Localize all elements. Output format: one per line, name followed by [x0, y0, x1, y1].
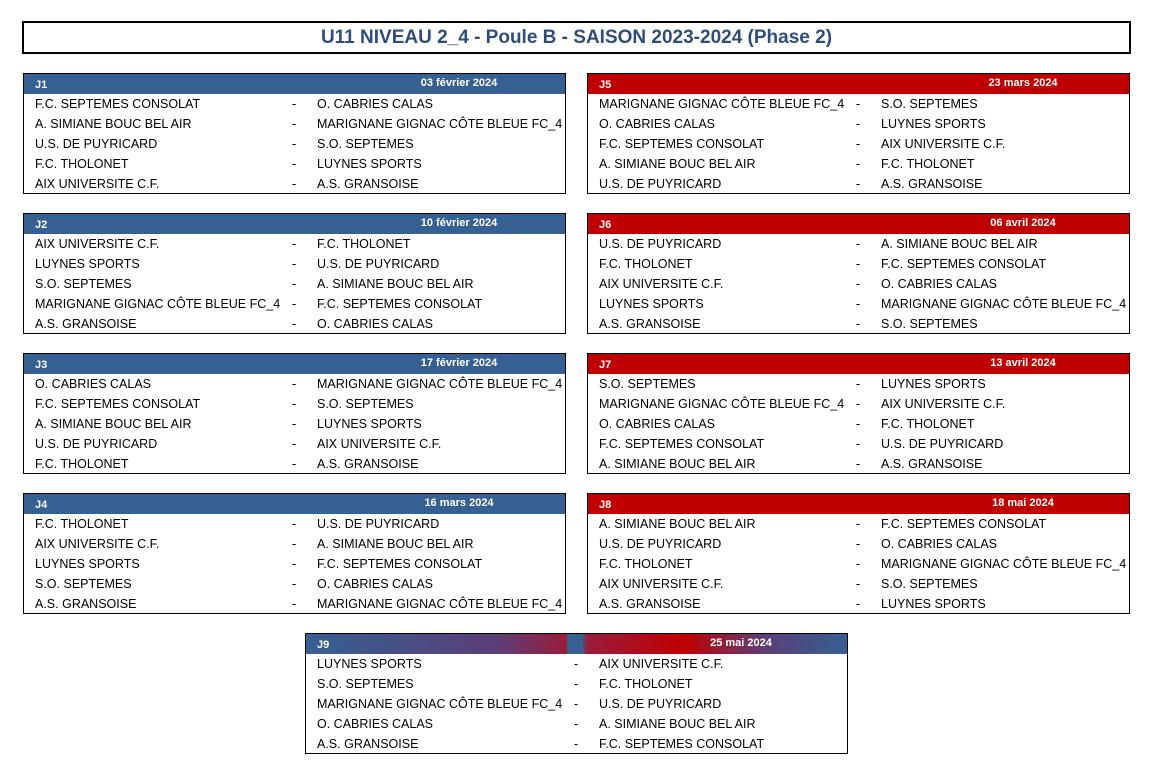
match-separator: -	[292, 297, 297, 311]
match-separator: -	[856, 437, 861, 451]
match-separator: -	[292, 417, 297, 431]
match-row	[588, 134, 1129, 154]
home-team: AIX UNIVERSITE C.F.	[35, 237, 160, 251]
home-team: MARIGNANE GIGNAC CÔTE BLEUE FC_4	[599, 97, 845, 111]
home-team: U.S. DE PUYRICARD	[599, 177, 722, 191]
round-j7	[587, 353, 1130, 474]
away-team: S.O. SEPTEMES	[881, 97, 978, 111]
home-team: A.S. GRANSOISE	[35, 317, 137, 331]
home-team: A. SIMIANE BOUC BEL AIR	[35, 117, 192, 131]
round-j9	[305, 633, 848, 754]
home-team: A.S. GRANSOISE	[599, 597, 701, 611]
home-team: U.S. DE PUYRICARD	[35, 437, 158, 451]
match-separator: -	[292, 237, 297, 251]
home-team: O. CABRIES CALAS	[599, 117, 716, 131]
match-row	[24, 94, 565, 114]
round-label: J7	[599, 359, 612, 371]
match-separator: -	[292, 437, 297, 451]
away-team: O. CABRIES CALAS	[881, 277, 998, 291]
home-team: F.C. THOLONET	[599, 557, 693, 571]
round-j4	[23, 493, 566, 614]
home-team: A.S. GRANSOISE	[317, 737, 419, 751]
match-separator: -	[292, 397, 297, 411]
match-separator: -	[856, 117, 861, 131]
match-separator: -	[574, 697, 579, 711]
match-row	[24, 154, 565, 174]
away-team: S.O. SEPTEMES	[881, 317, 978, 331]
match-row	[588, 434, 1129, 454]
away-team: LUYNES SPORTS	[881, 117, 986, 131]
match-separator: -	[856, 177, 861, 191]
away-team: AIX UNIVERSITE C.F.	[881, 137, 1006, 151]
match-row	[24, 314, 565, 334]
away-team: U.S. DE PUYRICARD	[317, 517, 440, 531]
match-row	[24, 274, 565, 294]
round-header	[588, 494, 1129, 514]
match-row	[588, 254, 1129, 274]
home-team: A. SIMIANE BOUC BEL AIR	[599, 517, 756, 531]
round-header	[24, 214, 565, 234]
away-team: AIX UNIVERSITE C.F.	[599, 657, 724, 671]
away-team: F.C. SEPTEMES CONSOLAT	[599, 737, 765, 751]
away-team: F.C. THOLONET	[599, 677, 693, 691]
round-j3	[23, 353, 566, 474]
home-team: O. CABRIES CALAS	[35, 377, 152, 391]
home-team: A. SIMIANE BOUC BEL AIR	[599, 457, 756, 471]
match-separator: -	[292, 277, 297, 291]
away-team: O. CABRIES CALAS	[317, 577, 434, 591]
away-team: S.O. SEPTEMES	[317, 397, 414, 411]
away-team: A.S. GRANSOISE	[317, 457, 419, 471]
home-team: U.S. DE PUYRICARD	[599, 537, 722, 551]
match-row	[588, 414, 1129, 434]
match-separator: -	[292, 157, 297, 171]
home-team: LUYNES SPORTS	[599, 297, 704, 311]
match-row	[24, 434, 565, 454]
home-team: A.S. GRANSOISE	[35, 597, 137, 611]
round-date: 06 avril 2024	[990, 217, 1056, 229]
match-row	[24, 114, 565, 134]
away-team: O. CABRIES CALAS	[317, 97, 434, 111]
round-j8	[587, 493, 1130, 614]
away-team: A.S. GRANSOISE	[881, 457, 983, 471]
home-team: A. SIMIANE BOUC BEL AIR	[599, 157, 756, 171]
match-row	[588, 94, 1129, 114]
home-team: S.O. SEPTEMES	[35, 277, 132, 291]
match-row	[24, 294, 565, 314]
match-separator: -	[292, 577, 297, 591]
round-header	[24, 494, 565, 514]
match-row	[306, 734, 847, 754]
home-team: MARIGNANE GIGNAC CÔTE BLEUE FC_4	[35, 297, 281, 311]
match-separator: -	[292, 597, 297, 611]
match-separator: -	[574, 717, 579, 731]
match-separator: -	[856, 517, 861, 531]
home-team: F.C. SEPTEMES CONSOLAT	[599, 437, 765, 451]
away-team: U.S. DE PUYRICARD	[881, 437, 1004, 451]
match-separator: -	[856, 377, 861, 391]
away-team: MARIGNANE GIGNAC CÔTE BLEUE FC_4	[317, 377, 563, 391]
home-team: AIX UNIVERSITE C.F.	[599, 577, 724, 591]
match-separator: -	[292, 97, 297, 111]
match-separator: -	[292, 537, 297, 551]
home-team: AIX UNIVERSITE C.F.	[599, 277, 724, 291]
home-team: F.C. SEPTEMES CONSOLAT	[35, 397, 201, 411]
match-separator: -	[856, 137, 861, 151]
match-row	[24, 414, 565, 434]
match-separator: -	[856, 97, 861, 111]
round-header	[588, 354, 1129, 374]
match-row	[588, 174, 1129, 194]
round-date: 10 février 2024	[420, 217, 498, 229]
round-j6	[587, 213, 1130, 334]
away-team: A. SIMIANE BOUC BEL AIR	[317, 537, 474, 551]
round-date: 25 mai 2024	[710, 637, 772, 649]
round-label: J5	[599, 79, 612, 91]
away-team: S.O. SEPTEMES	[881, 577, 978, 591]
match-separator: -	[574, 677, 579, 691]
away-team: O. CABRIES CALAS	[317, 317, 434, 331]
away-team: AIX UNIVERSITE C.F.	[317, 437, 442, 451]
away-team: F.C. THOLONET	[881, 157, 975, 171]
away-team: A.S. GRANSOISE	[317, 177, 419, 191]
match-separator: -	[856, 297, 861, 311]
away-team: AIX UNIVERSITE C.F.	[881, 397, 1006, 411]
round-date: 18 mai 2024	[992, 497, 1054, 509]
match-separator: -	[856, 417, 861, 431]
away-team: MARIGNANE GIGNAC CÔTE BLEUE FC_4	[881, 557, 1127, 571]
away-team: A. SIMIANE BOUC BEL AIR	[599, 717, 756, 731]
round-date: 16 mars 2024	[424, 497, 494, 509]
home-team: S.O. SEPTEMES	[599, 377, 696, 391]
home-team: S.O. SEPTEMES	[35, 577, 132, 591]
round-header	[24, 354, 565, 374]
round-label: J9	[317, 639, 330, 651]
match-row	[588, 454, 1129, 474]
away-team: MARIGNANE GIGNAC CÔTE BLEUE FC_4	[317, 597, 563, 611]
match-separator: -	[292, 317, 297, 331]
match-row	[588, 234, 1129, 254]
match-row	[588, 574, 1129, 594]
away-team: F.C. SEPTEMES CONSOLAT	[317, 557, 483, 571]
match-row	[588, 374, 1129, 394]
away-team: A. SIMIANE BOUC BEL AIR	[317, 277, 474, 291]
home-team: S.O. SEPTEMES	[317, 677, 414, 691]
match-row	[306, 694, 847, 714]
round-j1	[23, 73, 566, 194]
match-row	[588, 514, 1129, 534]
match-separator: -	[574, 737, 579, 751]
away-team: F.C. SEPTEMES CONSOLAT	[317, 297, 483, 311]
away-team: LUYNES SPORTS	[317, 157, 422, 171]
match-row	[588, 154, 1129, 174]
round-header	[306, 634, 847, 654]
home-team: MARIGNANE GIGNAC CÔTE BLEUE FC_4	[599, 397, 845, 411]
match-row	[588, 554, 1129, 574]
match-row	[24, 514, 565, 534]
match-separator: -	[856, 277, 861, 291]
match-separator: -	[292, 257, 297, 271]
away-team: LUYNES SPORTS	[881, 597, 986, 611]
home-team: F.C. SEPTEMES CONSOLAT	[599, 137, 765, 151]
match-separator: -	[856, 577, 861, 591]
away-team: F.C. SEPTEMES CONSOLAT	[881, 517, 1047, 531]
match-separator: -	[856, 237, 861, 251]
round-date: 23 mars 2024	[988, 77, 1058, 89]
page-title: U11 NIVEAU 2_4 - Poule B - SAISON 2023-2024 (Phase 2)	[22, 21, 1131, 54]
match-separator: -	[574, 657, 579, 671]
round-date: 13 avril 2024	[990, 357, 1056, 369]
away-team: O. CABRIES CALAS	[881, 537, 998, 551]
match-row	[588, 534, 1129, 554]
match-separator: -	[292, 117, 297, 131]
match-separator: -	[856, 597, 861, 611]
round-label: J2	[35, 219, 48, 231]
home-team: F.C. THOLONET	[35, 517, 129, 531]
round-label: J6	[599, 219, 612, 231]
match-separator: -	[856, 457, 861, 471]
round-label: J1	[35, 79, 48, 91]
match-separator: -	[856, 397, 861, 411]
home-team: F.C. THOLONET	[599, 257, 693, 271]
away-team: U.S. DE PUYRICARD	[317, 257, 440, 271]
round-j5	[587, 73, 1130, 194]
home-team: O. CABRIES CALAS	[317, 717, 434, 731]
away-team: U.S. DE PUYRICARD	[599, 697, 722, 711]
match-row	[24, 554, 565, 574]
away-team: LUYNES SPORTS	[881, 377, 986, 391]
match-row	[588, 594, 1129, 614]
home-team: O. CABRIES CALAS	[599, 417, 716, 431]
match-separator: -	[856, 557, 861, 571]
away-team: LUYNES SPORTS	[317, 417, 422, 431]
home-team: LUYNES SPORTS	[35, 257, 140, 271]
away-team: F.C. THOLONET	[881, 417, 975, 431]
match-row	[588, 114, 1129, 134]
round-header	[588, 214, 1129, 234]
round-date: 17 février 2024	[420, 357, 498, 369]
match-row	[24, 234, 565, 254]
match-row	[588, 314, 1129, 334]
match-row	[24, 394, 565, 414]
home-team: LUYNES SPORTS	[317, 657, 422, 671]
match-separator: -	[292, 457, 297, 471]
away-team: A. SIMIANE BOUC BEL AIR	[881, 237, 1038, 251]
home-team: U.S. DE PUYRICARD	[599, 237, 722, 251]
match-separator: -	[292, 177, 297, 191]
match-row	[306, 674, 847, 694]
match-row	[24, 174, 565, 194]
home-team: AIX UNIVERSITE C.F.	[35, 177, 160, 191]
match-row	[588, 274, 1129, 294]
away-team: S.O. SEPTEMES	[317, 137, 414, 151]
match-row	[588, 294, 1129, 314]
home-team: F.C. THOLONET	[35, 157, 129, 171]
round-label: J8	[599, 499, 612, 511]
home-team: MARIGNANE GIGNAC CÔTE BLEUE FC_4	[317, 697, 563, 711]
match-separator: -	[292, 377, 297, 391]
match-row	[24, 534, 565, 554]
round-label: J4	[35, 499, 48, 511]
match-separator: -	[856, 257, 861, 271]
match-row	[24, 574, 565, 594]
match-row	[24, 454, 565, 474]
round-j2	[23, 213, 566, 334]
home-team: A. SIMIANE BOUC BEL AIR	[35, 417, 192, 431]
match-separator: -	[856, 157, 861, 171]
away-team: F.C. THOLONET	[317, 237, 411, 251]
away-team: MARIGNANE GIGNAC CÔTE BLEUE FC_4	[317, 117, 563, 131]
round-date: 03 février 2024	[420, 77, 498, 89]
home-team: A.S. GRANSOISE	[599, 317, 701, 331]
round-header	[24, 74, 565, 94]
match-separator: -	[292, 137, 297, 151]
match-row	[306, 654, 847, 674]
round-label: J3	[35, 359, 48, 371]
match-row	[306, 714, 847, 734]
home-team: F.C. THOLONET	[35, 457, 129, 471]
match-row	[24, 594, 565, 614]
home-team: U.S. DE PUYRICARD	[35, 137, 158, 151]
match-row	[24, 374, 565, 394]
home-team: F.C. SEPTEMES CONSOLAT	[35, 97, 201, 111]
away-team: F.C. SEPTEMES CONSOLAT	[881, 257, 1047, 271]
match-separator: -	[856, 537, 861, 551]
match-row	[588, 394, 1129, 414]
away-team: MARIGNANE GIGNAC CÔTE BLEUE FC_4	[881, 297, 1127, 311]
match-separator: -	[292, 557, 297, 571]
match-row	[24, 254, 565, 274]
match-separator: -	[292, 517, 297, 531]
match-row	[24, 134, 565, 154]
home-team: LUYNES SPORTS	[35, 557, 140, 571]
round-header	[588, 74, 1129, 94]
away-team: A.S. GRANSOISE	[881, 177, 983, 191]
match-separator: -	[856, 317, 861, 331]
home-team: AIX UNIVERSITE C.F.	[35, 537, 160, 551]
